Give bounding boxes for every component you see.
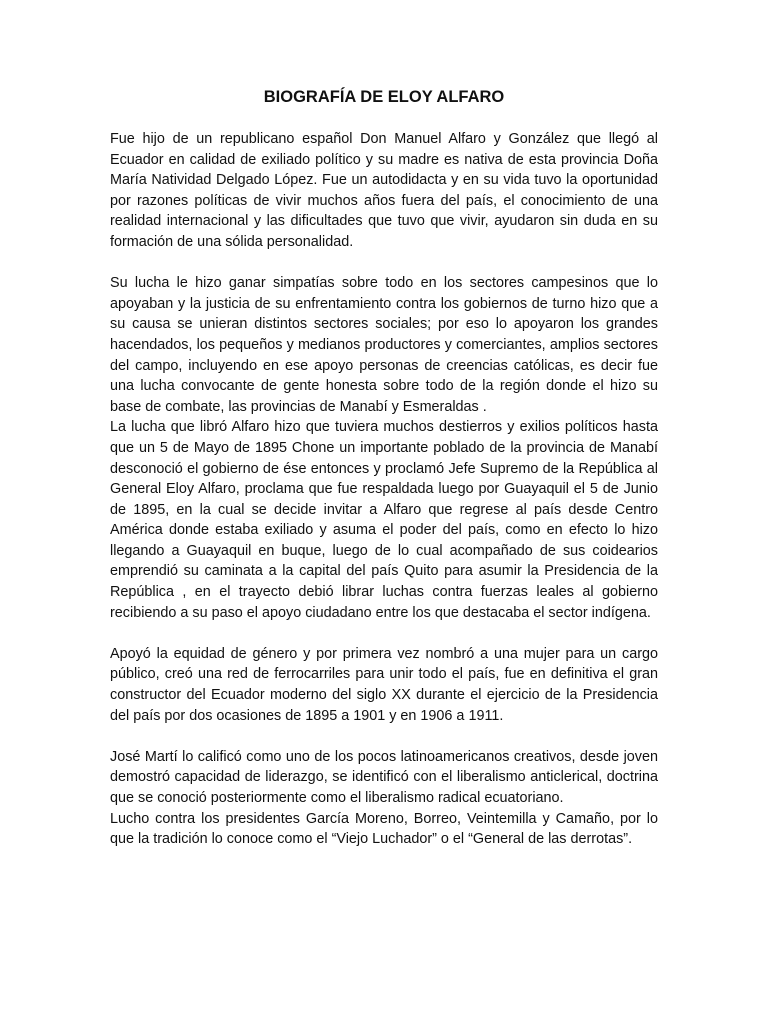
paragraph-4: Apoyó la equidad de género y por primera vez nombró a una mujer para un cargo público, creó una red de ferrocarriles para unir todo el país, fue en definitiva el gran constructor del Ecuador moderno del siglo XX durante el ejercicio de la Presidencia del país por dos ocasiones de 1895 a 1901 y en 1906 a 1911. bbox=[110, 645, 658, 724]
paragraph-3: La lucha que libró Alfaro hizo que tuviera muchos destierros y exilios políticos hasta que un 5 de Mayo de 1895 Chone un importante poblado de la provincia de Manabí desconoció el gobierno de ése entonces y proclamó Jefe Supremo de la República al General Eloy Alfaro, proclama que fue respaldada luego por Guayaquil el 5 de Junio de 1895, en la cual se decide invitar a Alfaro que regrese al país desde Centro América donde estaba exiliado y asuma el poder del país, como en efecto lo hizo llegando a Guayaquil en buque, luego de lo cual acompañado de sus coidearios emprendió su caminata a la capital del país Quito para asumir la Presidencia de la República , en el trayecto debió librar luchas contra fuerzas leales al gobierno recibiendo a su paso el apoyo ciudadano entre los que destacaba el sector indígena. bbox=[110, 419, 658, 621]
document-title: BIOGRAFÍA DE ELOY ALFARO bbox=[263, 88, 505, 106]
document-body bbox=[110, 129, 658, 850]
paragraph-5: José Martí lo calificó como uno de los pocos latinoamericanos creativos, desde joven demostró capacidad de liderazgo, se identificó con el liberalismo anticlerical, doctrina que se conoció posteriormente como el liberalismo radical ecuatoriano. bbox=[110, 748, 658, 806]
paragraph-gap bbox=[110, 726, 658, 747]
paragraph-6: Lucho contra los presidentes García Moreno, Borreo, Veintemilla y Camaño, por lo que la tradición lo conoce como el “Viejo Luchador” o el “General de las derrotas”. bbox=[110, 810, 658, 848]
paragraph-gap bbox=[110, 623, 658, 644]
paragraph-2: Su lucha le hizo ganar simpatías sobre todo en los sectores campesinos que lo apoyaban y la justicia de su enfrentamiento contra los gobiernos de turno hizo que a su causa se unieran distintos sectores sociales; por eso lo apoyaron los grandes hacendados, los pequeños y medianos productores y comerciantes, amplios sectores del campo, incluyendo en ese apoyo personas de creencias católicas, es decir fue una lucha convocante de gente honesta sobre todo de la región donde el hizo su base de combate, las provincias de Manabí y Esmeraldas . bbox=[110, 275, 658, 415]
paragraph-gap bbox=[110, 253, 658, 274]
paragraph-1: Fue hijo de un republicano español Don Manuel Alfaro y González que llegó al Ecuador en calidad de exiliado político y su madre es nativa de esta provincia Doña María Natividad Delgado López. Fue un autodidacta y en su vida tuvo la oportunidad por razones políticas de vivir muchos años fuera del país, el conocimiento de una realidad internacional y las dificultades que tuvo que vivir, ayudaron sin duda en su formación de una sólida personalidad. bbox=[110, 131, 658, 250]
